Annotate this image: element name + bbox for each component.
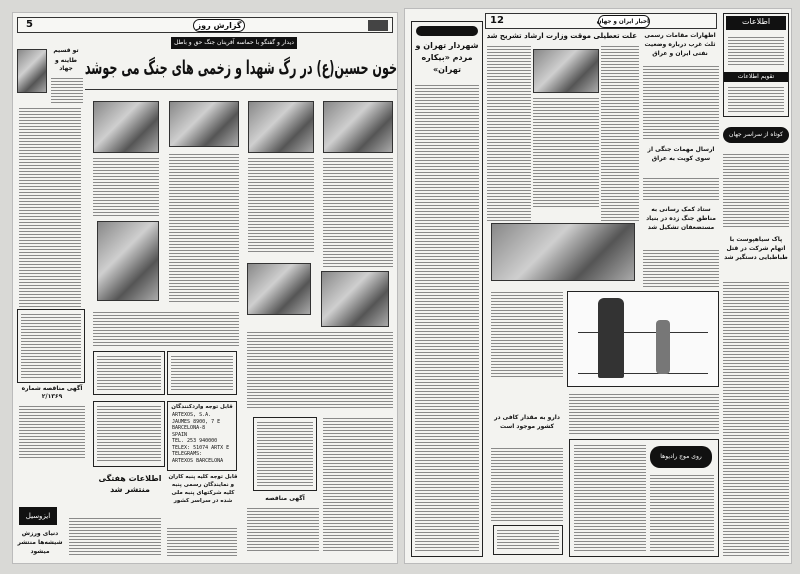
right-newspaper-page — [404, 8, 792, 564]
contact-line: BARCELONA-8 — [172, 425, 206, 431]
kuwait-headline: ارسال مهمات جنگی از سوی کویت به عراق — [647, 146, 715, 162]
text-column — [171, 355, 233, 391]
arrest-headline: پاک سیاهپوست با اتهام شرکت در قتل طباطبایی دستگیر شد — [724, 236, 788, 261]
text-column — [643, 177, 719, 201]
text-column — [247, 507, 319, 553]
text-column — [169, 153, 239, 303]
contact-line: ARTEXOS BARCELONA — [172, 457, 224, 464]
contact-line: SPAIN — [172, 431, 188, 438]
text-column — [93, 311, 239, 347]
text-column — [533, 97, 599, 207]
radio-box — [569, 439, 719, 557]
text-column — [97, 355, 161, 391]
page-header — [17, 17, 393, 33]
cartoon — [567, 291, 719, 387]
radio-logo: روی موج رادیوها — [650, 446, 712, 468]
tender-title: آگهی مناقصه شماره ۲/۱۳۶۹ — [21, 385, 83, 400]
medicine-headline: دارو به مقدار کافی در کشور موجود است — [494, 414, 560, 430]
masthead-box — [723, 13, 789, 117]
story-logo — [416, 26, 478, 36]
text-column — [601, 45, 639, 221]
contact-line: ARTEXOS, S.A. — [172, 412, 212, 418]
text-column — [497, 529, 559, 551]
ad-box — [167, 351, 237, 395]
photo — [533, 49, 599, 93]
text-column — [19, 107, 81, 307]
photo — [248, 101, 314, 153]
text-column — [569, 393, 719, 435]
isosil-ad: ایزوسیل — [19, 507, 57, 525]
aid-headline: ستاد کمک رسانی به مناطق جنگ زده در بنیاد مستضعفان تشکیل شد — [646, 206, 716, 231]
photo — [323, 101, 393, 153]
weekly-ad: اطلاعات هفتگی منتشر شد — [98, 474, 162, 494]
text-column — [247, 331, 393, 409]
text-column — [51, 77, 83, 103]
right-headline: اظهارات مقامات رسمی ثلث غرب درباره وضعیت نفتی ایران و عراق — [644, 32, 716, 57]
text-column — [21, 313, 81, 379]
ad-box — [93, 401, 165, 467]
tender2-title: آگهی مناقصه — [265, 495, 305, 502]
left-newspaper-page — [12, 12, 398, 564]
masthead: اطلاعات — [726, 16, 786, 30]
text-column — [723, 281, 789, 557]
cotton-ad: قابل توجه کلیه پنبه کاران و نمایندگان رسمی پنبه کلیه شرکتهای پنبه ملی شده در سراسر کشور — [168, 474, 238, 504]
photo — [97, 221, 159, 301]
notice-box — [493, 525, 563, 555]
main-headline: خون حسین(ع) در رگ شهدا و زخمی های جنگ می جوشد — [84, 57, 398, 79]
text-column — [491, 447, 563, 521]
text-column — [93, 157, 159, 217]
boxer-figure — [656, 320, 670, 374]
text-column — [19, 405, 85, 459]
ad-box — [17, 309, 85, 383]
contact-line: JAUMES 8900, 7 E — [172, 418, 221, 425]
photo — [169, 101, 239, 147]
text-column — [248, 157, 314, 253]
illustration — [17, 49, 47, 93]
uncle-sam-figure — [598, 298, 624, 378]
photo — [247, 263, 311, 315]
page-number: 12 — [490, 15, 504, 26]
text-column — [257, 421, 313, 487]
logo-icon — [368, 20, 388, 31]
sports-ad: دنیای ورزش شیشه‌ها منتشر میشود — [17, 530, 63, 555]
text-column — [69, 517, 161, 555]
text-column — [728, 36, 784, 66]
calendar-label: تقویم اطلاعات — [724, 72, 788, 82]
page-number: 5 — [26, 19, 33, 30]
section-label: اخبار ایران و جهان — [598, 15, 650, 28]
text-column — [323, 417, 393, 553]
text-column — [723, 153, 789, 229]
text-column — [323, 157, 393, 267]
contact-line: TELEGRAMS: — [172, 451, 203, 457]
left-story-title: شهردار تهران و مردم «بیکاره تهران» — [415, 41, 479, 74]
text-column — [643, 249, 719, 287]
photo — [93, 101, 159, 153]
kicker: دیدار و گفتگو با حماسه آفرینان جنگ حق و باطل — [171, 37, 297, 49]
side-title: تو قسیم — [53, 47, 79, 54]
text-column — [487, 45, 531, 221]
text-column — [97, 405, 161, 463]
text-column — [167, 527, 237, 557]
left-story — [411, 21, 483, 557]
contact-line: TELEX: 51074 ARTX E — [172, 444, 230, 451]
importers-title: قابل توجه واردکنندگان — [171, 404, 233, 410]
text-column — [491, 291, 563, 379]
photo — [491, 223, 635, 281]
divider — [85, 89, 397, 90]
photo — [321, 271, 389, 327]
main-headline: علت تعطیلی موقت وزارت ارشاد تشریح شد — [486, 31, 638, 40]
section-label: گزارش روز — [193, 19, 245, 32]
text-column — [650, 474, 714, 552]
importers-contact — [168, 410, 236, 466]
ad-box — [253, 417, 317, 491]
world-promo: کوتاه از سراسر جهان — [723, 127, 789, 143]
text-column — [415, 84, 479, 552]
importers-ad — [167, 401, 237, 471]
contact-line: TEL. 253 940000 — [172, 438, 218, 444]
side-subtitle: طاينه و جهاد — [54, 57, 78, 72]
ad-box — [93, 351, 165, 395]
page-header — [485, 13, 717, 29]
text-column — [574, 444, 646, 552]
text-column — [643, 65, 719, 141]
text-column — [728, 86, 784, 114]
